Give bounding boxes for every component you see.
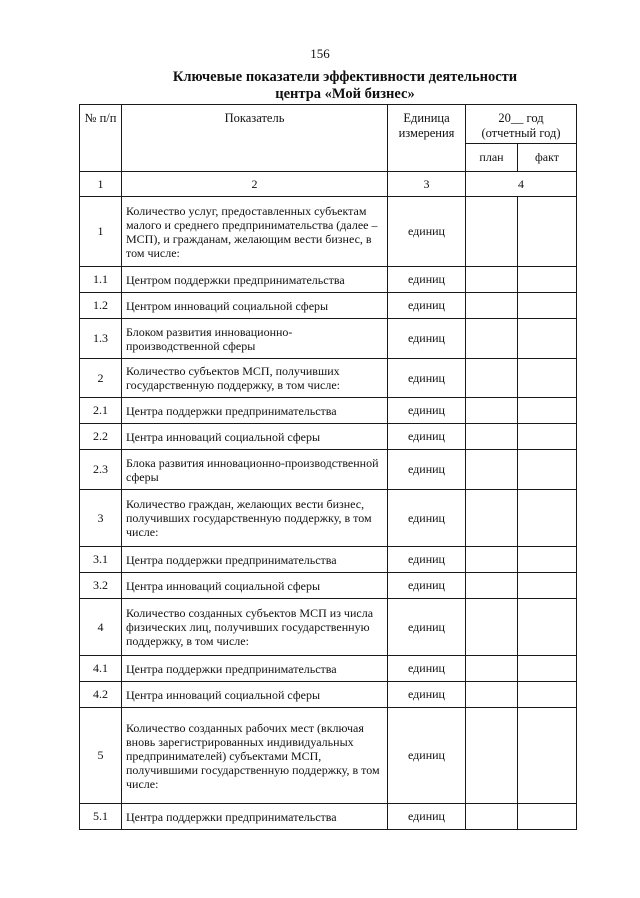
row-unit: единиц bbox=[388, 319, 466, 359]
column-index: 2 bbox=[122, 172, 388, 197]
row-plan bbox=[466, 293, 518, 319]
row-plan bbox=[466, 656, 518, 682]
title-line-2: центра «Мой бизнес» bbox=[275, 86, 415, 102]
row-unit: единиц bbox=[388, 197, 466, 267]
header-year-line-2: (отчетный год) bbox=[481, 126, 561, 140]
row-indicator: Центром инноваций социальной сферы bbox=[122, 293, 388, 319]
row-unit: единиц bbox=[388, 450, 466, 490]
row-unit: единиц bbox=[388, 599, 466, 656]
row-number: 3.1 bbox=[80, 547, 122, 573]
row-indicator: Центра инноваций социальной сферы bbox=[122, 573, 388, 599]
row-plan bbox=[466, 197, 518, 267]
row-fact bbox=[518, 682, 577, 708]
table-row bbox=[80, 573, 577, 599]
header-indicator: Показатель bbox=[122, 105, 388, 172]
row-unit: единиц bbox=[388, 293, 466, 319]
row-number: 2 bbox=[80, 359, 122, 398]
row-number: 2.3 bbox=[80, 450, 122, 490]
header-unit-line-2: измерения bbox=[398, 126, 455, 140]
row-unit: единиц bbox=[388, 656, 466, 682]
row-plan bbox=[466, 319, 518, 359]
row-indicator: Количество созданных рабочих мест (включая вновь зарегистрированных индивидуальных предпринимателей) субъектами МСП, получившими государственную поддержку, в том числе: bbox=[122, 708, 388, 804]
row-unit: единиц bbox=[388, 573, 466, 599]
column-index: 1 bbox=[80, 172, 122, 197]
row-plan bbox=[466, 359, 518, 398]
table-row bbox=[80, 599, 577, 656]
row-plan bbox=[466, 490, 518, 547]
row-plan bbox=[466, 424, 518, 450]
row-unit: единиц bbox=[388, 267, 466, 293]
row-plan bbox=[466, 599, 518, 656]
header-year bbox=[466, 105, 577, 144]
row-fact bbox=[518, 599, 577, 656]
table-row bbox=[80, 424, 577, 450]
table-row bbox=[80, 450, 577, 490]
header-unit-line-1: Единица bbox=[403, 111, 450, 125]
row-number: 1.3 bbox=[80, 319, 122, 359]
table-row bbox=[80, 682, 577, 708]
row-number: 2.1 bbox=[80, 398, 122, 424]
row-indicator: Центром поддержки предпринимательства bbox=[122, 267, 388, 293]
title-line-1: Ключевые показатели эффективности деятельности bbox=[172, 69, 518, 85]
row-number: 1.1 bbox=[80, 267, 122, 293]
row-plan bbox=[466, 547, 518, 573]
row-indicator: Количество субъектов МСП, получивших государственную поддержку, в том числе: bbox=[122, 359, 388, 398]
row-number: 4.2 bbox=[80, 682, 122, 708]
row-fact bbox=[518, 708, 577, 804]
document-title bbox=[120, 69, 570, 103]
row-number: 5 bbox=[80, 708, 122, 804]
row-fact bbox=[518, 547, 577, 573]
row-number: 1 bbox=[80, 197, 122, 267]
row-plan bbox=[466, 450, 518, 490]
row-number: 4.1 bbox=[80, 656, 122, 682]
header-year-line-1: 20__ год bbox=[498, 111, 544, 125]
row-fact bbox=[518, 197, 577, 267]
row-fact bbox=[518, 656, 577, 682]
row-unit: единиц bbox=[388, 398, 466, 424]
row-fact bbox=[518, 450, 577, 490]
table-row bbox=[80, 197, 577, 267]
row-unit: единиц bbox=[388, 804, 466, 830]
row-indicator: Количество граждан, желающих вести бизнес, получивших государственную поддержку, в том числе: bbox=[122, 490, 388, 547]
row-fact bbox=[518, 359, 577, 398]
row-indicator: Центра поддержки предпринимательства bbox=[122, 804, 388, 830]
row-number: 5.1 bbox=[80, 804, 122, 830]
row-unit: единиц bbox=[388, 359, 466, 398]
row-fact bbox=[518, 398, 577, 424]
page-number: 156 bbox=[310, 46, 330, 61]
row-number: 2.2 bbox=[80, 424, 122, 450]
row-fact bbox=[518, 319, 577, 359]
column-index: 3 bbox=[388, 172, 466, 197]
row-unit: единиц bbox=[388, 708, 466, 804]
row-plan bbox=[466, 398, 518, 424]
row-fact bbox=[518, 424, 577, 450]
row-number: 1.2 bbox=[80, 293, 122, 319]
row-fact bbox=[518, 293, 577, 319]
column-index: 4 bbox=[466, 172, 577, 197]
table-row bbox=[80, 708, 577, 804]
row-plan bbox=[466, 267, 518, 293]
row-unit: единиц bbox=[388, 490, 466, 547]
row-plan bbox=[466, 708, 518, 804]
row-fact bbox=[518, 804, 577, 830]
row-indicator: Центра инноваций социальной сферы bbox=[122, 424, 388, 450]
row-indicator: Количество созданных субъектов МСП из числа физических лиц, получивших государственную поддержку, в том числе: bbox=[122, 599, 388, 656]
row-indicator: Количество услуг, предоставленных субъектам малого и среднего предпринимательства (далее – МСП), и гражданам, желающим вести бизнес, в том числе: bbox=[122, 197, 388, 267]
table-row bbox=[80, 490, 577, 547]
row-unit: единиц bbox=[388, 682, 466, 708]
header-plan: план bbox=[466, 144, 518, 172]
header-unit bbox=[388, 105, 466, 172]
row-indicator: Блока развития инновационно-производственной сферы bbox=[122, 450, 388, 490]
table-row bbox=[80, 359, 577, 398]
header-num: № п/п bbox=[80, 105, 122, 172]
table-row bbox=[80, 804, 577, 830]
row-unit: единиц bbox=[388, 547, 466, 573]
table-row bbox=[80, 319, 577, 359]
row-plan bbox=[466, 682, 518, 708]
row-fact bbox=[518, 490, 577, 547]
table-row bbox=[80, 398, 577, 424]
row-indicator: Центра инноваций социальной сферы bbox=[122, 682, 388, 708]
row-indicator: Центра поддержки предпринимательства bbox=[122, 547, 388, 573]
row-fact bbox=[518, 267, 577, 293]
row-plan bbox=[466, 573, 518, 599]
table-row bbox=[80, 293, 577, 319]
row-fact bbox=[518, 573, 577, 599]
table-row bbox=[80, 656, 577, 682]
row-number: 3.2 bbox=[80, 573, 122, 599]
kpi-table bbox=[79, 104, 577, 830]
row-indicator: Центра поддержки предпринимательства bbox=[122, 656, 388, 682]
row-indicator: Блоком развития инновационно-производственной сферы bbox=[122, 319, 388, 359]
row-number: 3 bbox=[80, 490, 122, 547]
row-number: 4 bbox=[80, 599, 122, 656]
row-indicator: Центра поддержки предпринимательства bbox=[122, 398, 388, 424]
row-unit: единиц bbox=[388, 424, 466, 450]
header-fact: факт bbox=[518, 144, 577, 172]
table-row bbox=[80, 547, 577, 573]
table-row bbox=[80, 267, 577, 293]
row-plan bbox=[466, 804, 518, 830]
